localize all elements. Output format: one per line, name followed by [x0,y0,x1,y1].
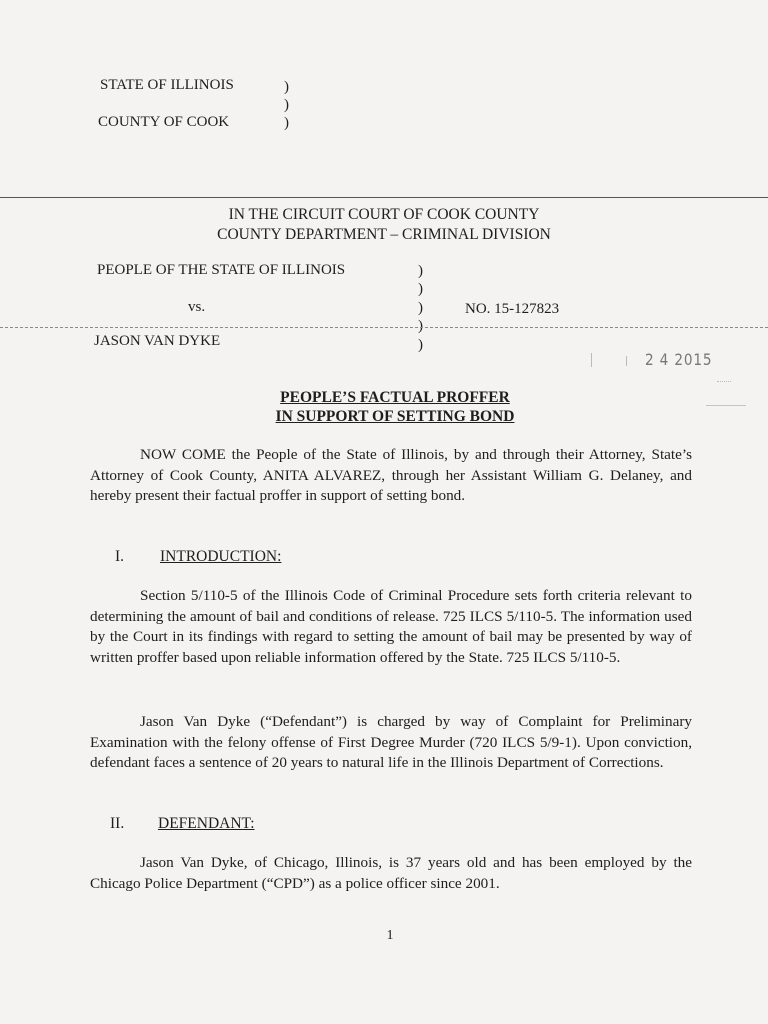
paragraph-text: Section 5/110-5 of the Illinois Code of Criminal Procedure sets forth criteria relevant to determining the amount of bail and conditions of release. 725 ILCS 5/110-5. The information used by the Court in its findings with regard to setting the amount of bail may be presented by way of written proffer based upon reliable information offered by the State. 725 ILCS 5/110-5. [90,587,692,667]
caption-paren: ) [418,318,423,334]
stamp-mark [717,381,731,385]
intro-text: NOW COME the People of the State of Illinois, by and through their Attorney, State’s Attorney of Cook County, ANITA ALVAREZ, through her Assistant William G. Delaney, and hereby present their factual proffer in support of setting bond. [90,446,692,505]
paragraph-text: Jason Van Dyke, of Chicago, Illinois, is 37 years old and has been employed by the Chicago Police Department (“CPD”) as a police officer since 2001. [90,854,692,892]
intro-paragraph [90,445,692,507]
caption-paren: ) [418,263,423,279]
section-heading [160,548,281,566]
caption-paren: ) [418,281,423,297]
section-numeral: I. [115,548,125,565]
venue-paren: ) [284,79,289,95]
venue-state: STATE OF ILLINOIS [100,77,234,93]
case-number: NO. 15-127823 [465,301,560,317]
section-heading-text: DEFENDANT: [158,815,255,832]
page-number: 1 [386,928,394,943]
header-rule [0,197,768,198]
caption-vs: vs. [188,299,206,315]
caption-plaintiff: PEOPLE OF THE STATE OF ILLINOIS [97,262,346,278]
caption-defendant: JASON VAN DYKE [94,333,221,349]
document-title: PEOPLE’S FACTUAL PROFFER [280,389,510,406]
document-subtitle: IN SUPPORT OF SETTING BOND [275,408,515,425]
section-heading-text: INTRODUCTION: [160,548,282,565]
court-division: COUNTY DEPARTMENT – CRIMINAL DIVISION [217,226,551,243]
filing-stamp-date: 2 4 2015 [645,350,713,369]
caption-paren: ) [418,337,423,353]
venue-paren: ) [284,115,289,131]
section-numeral: II. [110,815,125,832]
section1-paragraph-2 [90,712,692,774]
venue-county: COUNTY OF COOK [98,114,230,130]
caption-paren: ) [418,300,423,316]
section2-paragraph-1 [90,853,692,894]
caption-rule [0,327,768,328]
section-heading [158,815,255,833]
paragraph-text: Jason Van Dyke (“Defendant”) is charged by way of Complaint for Preliminary Examination with the felony offense of First Degree Murder (720 ILCS 5/9-1). Upon conviction, defendant faces a sentence of 20 years to natural life in the Illinois Department of Corrections. [90,713,692,772]
court-name: IN THE CIRCUIT COURT OF COOK COUNTY [228,206,540,223]
section1-paragraph-1 [90,586,692,669]
stamp-mark [591,353,592,367]
venue-paren: ) [284,97,289,113]
stamp-mark [626,356,627,366]
